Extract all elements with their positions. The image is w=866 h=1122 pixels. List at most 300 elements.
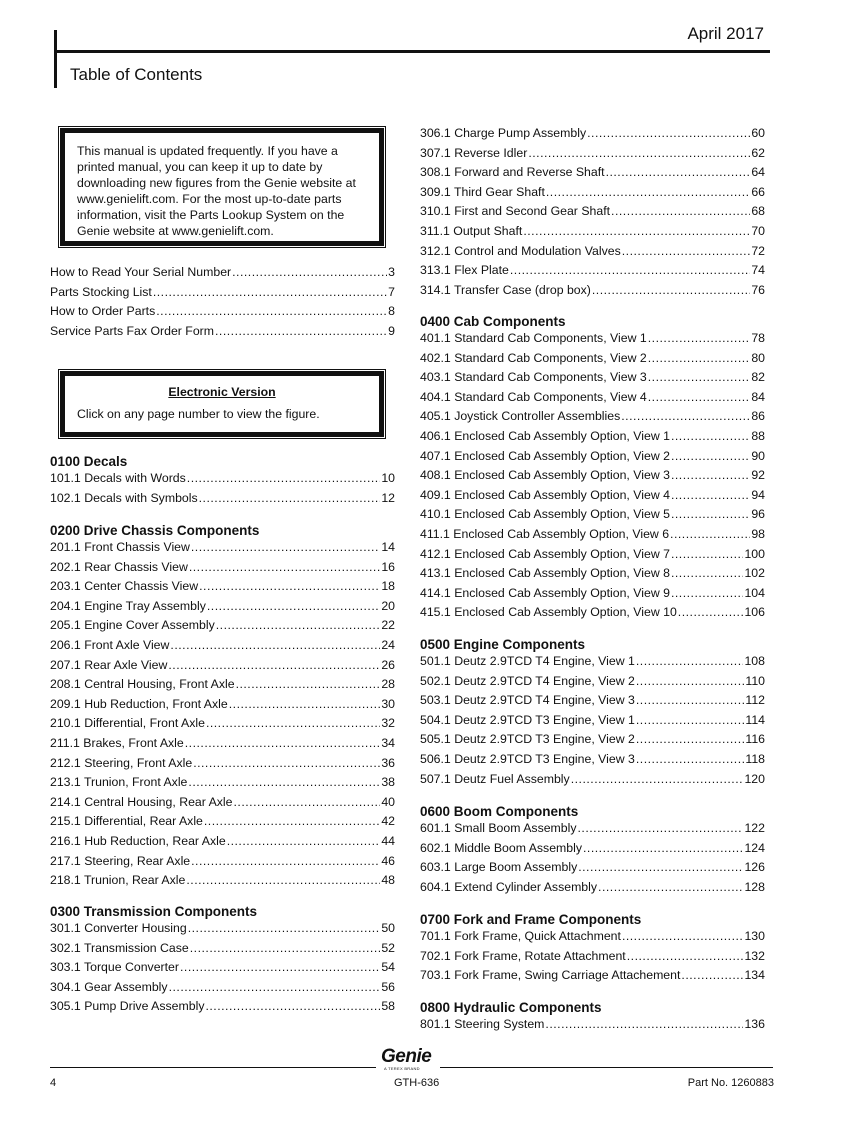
page-number-link[interactable]: 58 xyxy=(381,999,395,1014)
toc-entry-label: 502.1 Deutz 2.9TCD T4 Engine, View 2 xyxy=(420,673,635,688)
toc-entry[interactable] xyxy=(50,695,395,713)
toc-entry-label: 304.1 Gear Assembly xyxy=(50,979,168,994)
dot-leader xyxy=(648,368,751,386)
toc-entry[interactable] xyxy=(420,466,765,484)
toc-entry-label: 701.1 Fork Frame, Quick Attachment xyxy=(420,929,621,943)
toc-entry-label: 218.1 Trunion, Rear Axle xyxy=(50,873,186,888)
toc-entry-label: 406.1 Enclosed Cab Assembly Option, View 1 xyxy=(420,429,670,443)
page-number-link[interactable]: 7 xyxy=(388,284,395,299)
page-number-link[interactable]: 78 xyxy=(751,331,765,345)
dot-leader xyxy=(510,261,750,279)
notice-line: printed manual, you can keep it up to date by xyxy=(77,160,323,174)
toc-entry[interactable] xyxy=(420,750,765,768)
toc-entry[interactable] xyxy=(50,558,395,576)
toc-entry[interactable] xyxy=(420,603,765,621)
toc-entry-label: 405.1 Joystick Controller Assemblies xyxy=(420,409,621,424)
page-number-link[interactable]: 68 xyxy=(751,204,765,219)
toc-entry[interactable] xyxy=(50,538,395,556)
page-number-link[interactable]: 28 xyxy=(381,677,395,692)
toc-entry-label: 206.1 Front Axle View xyxy=(50,638,170,652)
dot-leader xyxy=(191,852,380,870)
toc-entry-label: 503.1 Deutz 2.9TCD T4 Engine, View 3 xyxy=(420,693,635,708)
toc-entry[interactable] xyxy=(420,183,765,201)
section-heading: 0800 Hydraulic Components xyxy=(420,1000,602,1015)
page-number-link[interactable]: 44 xyxy=(381,834,395,848)
toc-entry-label: 205.1 Engine Cover Assembly xyxy=(50,618,215,633)
page-number-link[interactable]: 9 xyxy=(388,324,395,338)
toc-entry[interactable] xyxy=(420,691,765,709)
page-number-link[interactable]: 124 xyxy=(744,840,765,855)
page-number-link[interactable]: 30 xyxy=(381,696,395,711)
toc-entry[interactable] xyxy=(50,812,395,830)
toc-entry[interactable] xyxy=(50,489,395,507)
page-number-link[interactable]: 134 xyxy=(744,968,765,983)
page-number-link[interactable]: 116 xyxy=(745,732,765,747)
dot-leader xyxy=(216,616,381,634)
toc-entry[interactable] xyxy=(420,202,765,220)
dot-leader xyxy=(648,388,751,406)
toc-entry-label: 303.1 Torque Converter xyxy=(50,960,179,975)
dot-leader xyxy=(636,691,745,709)
dot-leader xyxy=(199,577,380,595)
section-heading: 0100 Decals xyxy=(50,454,128,469)
dot-leader xyxy=(188,919,381,937)
header-horizontal-rule xyxy=(54,50,770,53)
page-number-link[interactable]: 60 xyxy=(751,126,765,140)
section-heading: 0400 Cab Components xyxy=(420,314,566,329)
page-number-link[interactable]: 52 xyxy=(381,940,395,955)
dot-leader xyxy=(234,793,381,811)
toc-entry-label: 212.1 Steering, Front Axle xyxy=(50,755,193,770)
toc-entry-label: 213.1 Trunion, Front Axle xyxy=(50,775,188,790)
update-notice-box xyxy=(60,128,384,246)
page-number-link[interactable]: 76 xyxy=(751,282,765,297)
front-link[interactable] xyxy=(50,263,395,281)
dot-leader xyxy=(156,302,387,320)
dot-leader xyxy=(170,636,380,654)
toc-entry-label: 601.1 Small Boom Assembly xyxy=(420,821,577,835)
toc-entry[interactable] xyxy=(420,839,765,857)
toc-entry-label: 301.1 Converter Housing xyxy=(50,921,187,935)
toc-entry-label: 507.1 Deutz Fuel Assembly xyxy=(420,771,570,786)
toc-entry-label: 214.1 Central Housing, Rear Axle xyxy=(50,794,233,809)
toc-entry[interactable] xyxy=(50,597,395,615)
toc-entry[interactable] xyxy=(50,978,395,996)
toc-entry[interactable] xyxy=(50,656,395,674)
page-number-link[interactable]: 40 xyxy=(381,794,395,809)
toc-entry[interactable] xyxy=(420,242,765,260)
page-number-link[interactable]: 122 xyxy=(744,821,765,835)
toc-entry-label: 102.1 Decals with Symbols xyxy=(50,490,198,505)
dot-leader xyxy=(621,407,750,425)
electronic-version-title: Electronic Version xyxy=(168,385,276,399)
dot-leader xyxy=(528,144,750,162)
dot-leader xyxy=(229,695,381,713)
dot-leader xyxy=(180,958,380,976)
toc-entry-label: 401.1 Standard Cab Components, View 1 xyxy=(420,331,647,345)
toc-entry[interactable] xyxy=(50,773,395,791)
page-number-link[interactable]: 110 xyxy=(745,673,765,688)
genie-logo-tagline: A TEREX BRAND xyxy=(384,1066,420,1071)
toc-entry[interactable] xyxy=(420,564,765,582)
dot-leader xyxy=(670,525,750,543)
toc-entry[interactable] xyxy=(50,734,395,752)
toc-entry-label: 408.1 Enclosed Cab Assembly Option, View 3 xyxy=(420,468,670,483)
toc-entry[interactable] xyxy=(420,388,765,406)
front-link-label: Parts Stocking List xyxy=(50,284,152,299)
page-number-link[interactable]: 88 xyxy=(751,429,765,443)
page-number-link[interactable]: 50 xyxy=(381,921,395,935)
page-number-link[interactable]: 132 xyxy=(744,948,765,963)
header-vertical-rule xyxy=(54,30,57,88)
toc-entry-label: 208.1 Central Housing, Front Axle xyxy=(50,677,235,692)
notice-line: This manual is updated frequently. If you have a xyxy=(77,144,338,158)
toc-entry-label: 602.1 Middle Boom Assembly xyxy=(420,840,582,855)
publication-date: April 2017 xyxy=(687,24,764,43)
toc-entry[interactable] xyxy=(420,486,765,504)
dot-leader xyxy=(188,773,380,791)
genie-logo: Genie xyxy=(381,1046,432,1067)
notice-line: www.genielift.com. For the most up-to-date parts xyxy=(77,192,342,206)
dot-leader xyxy=(204,812,380,830)
page-number-link[interactable]: 108 xyxy=(744,654,765,668)
page-number-link[interactable]: 36 xyxy=(381,755,395,770)
page-number-link[interactable]: 102 xyxy=(744,566,765,581)
page-number-link[interactable]: 90 xyxy=(751,448,765,463)
toc-entry[interactable] xyxy=(420,222,765,240)
toc-entry[interactable] xyxy=(50,577,395,595)
toc-entry[interactable] xyxy=(420,652,765,670)
toc-entry[interactable] xyxy=(50,832,395,850)
page-number-link[interactable]: 62 xyxy=(751,145,765,160)
toc-entry-label: 314.1 Transfer Case (drop box) xyxy=(420,282,591,297)
toc-entry[interactable] xyxy=(50,958,395,976)
toc-entry-label: 309.1 Third Gear Shaft xyxy=(420,184,545,199)
footer-part-number: Part No. 1260883 xyxy=(687,1077,774,1089)
dot-leader xyxy=(227,832,381,850)
dot-leader xyxy=(232,263,387,281)
toc-entry[interactable] xyxy=(420,329,765,347)
dot-leader xyxy=(678,603,744,621)
toc-entry-label: 215.1 Differential, Rear Axle xyxy=(50,814,203,829)
dot-leader xyxy=(671,545,744,563)
toc-entry-label: 207.1 Rear Axle View xyxy=(50,657,168,672)
toc-entry-label: 412.1 Enclosed Cab Assembly Option, View 7 xyxy=(420,546,670,561)
dot-leader xyxy=(611,202,750,220)
dot-leader xyxy=(236,675,381,693)
section-heading: 0300 Transmission Components xyxy=(50,904,258,919)
toc-entry-label: 407.1 Enclosed Cab Assembly Option, View 2 xyxy=(420,448,670,463)
toc-entry[interactable] xyxy=(420,525,765,543)
page-number-link[interactable]: 98 xyxy=(751,527,765,541)
electronic-version-text: Click on any page number to view the figure. xyxy=(77,407,320,421)
page-number-link[interactable]: 130 xyxy=(744,929,765,943)
toc-entry-label: 312.1 Control and Modulation Valves xyxy=(420,243,621,258)
toc-entry[interactable] xyxy=(420,966,765,984)
dot-leader xyxy=(671,447,750,465)
page-number-link[interactable]: 94 xyxy=(751,487,765,502)
section-heading: 0500 Engine Components xyxy=(420,637,586,652)
toc-entry[interactable] xyxy=(420,281,765,299)
toc-entry[interactable] xyxy=(420,819,765,837)
toc-entry[interactable] xyxy=(420,368,765,386)
page-number-link[interactable]: 126 xyxy=(744,860,765,875)
page-number-link[interactable]: 48 xyxy=(381,873,395,888)
front-link[interactable] xyxy=(50,322,395,340)
dot-leader xyxy=(190,939,381,957)
footer-model: GTH-636 xyxy=(394,1077,440,1089)
dot-leader xyxy=(671,584,744,602)
page-number-link[interactable]: 66 xyxy=(751,184,765,199)
toc-entry[interactable] xyxy=(420,163,765,181)
toc-entry[interactable] xyxy=(420,770,765,788)
dot-leader xyxy=(187,469,381,487)
toc-entry[interactable] xyxy=(50,871,395,889)
dot-leader xyxy=(622,927,744,945)
toc-entry[interactable] xyxy=(420,1015,765,1033)
toc-entry[interactable] xyxy=(420,730,765,748)
page-number-link[interactable]: 128 xyxy=(744,879,765,894)
toc-entry[interactable] xyxy=(420,878,765,896)
page-number-link[interactable]: 112 xyxy=(745,693,765,708)
dot-leader xyxy=(648,329,751,347)
toc-entry-label: 313.1 Flex Plate xyxy=(420,263,509,278)
dot-leader xyxy=(578,819,744,837)
toc-entry[interactable] xyxy=(420,672,765,690)
toc-entry-label: 801.1 Steering System xyxy=(420,1017,545,1031)
toc-entry-label: 311.1 Output Shaft xyxy=(420,224,523,238)
page-number-link[interactable]: 16 xyxy=(381,559,395,574)
dot-leader xyxy=(186,871,380,889)
toc-entry[interactable] xyxy=(420,858,765,876)
toc-entry[interactable] xyxy=(50,714,395,732)
toc-entry[interactable] xyxy=(420,927,765,945)
toc-entry-label: 210.1 Differential, Front Axle xyxy=(50,716,205,731)
page-number-link[interactable]: 18 xyxy=(381,579,395,594)
toc-entry-label: 501.1 Deutz 2.9TCD T4 Engine, View 1 xyxy=(420,654,635,668)
dot-leader xyxy=(636,711,745,729)
front-link-label: How to Read Your Serial Number xyxy=(50,265,232,279)
page-number-link[interactable]: 114 xyxy=(745,712,765,727)
page-number-link[interactable]: 46 xyxy=(381,853,395,868)
toc-entry[interactable] xyxy=(420,447,765,465)
toc-entry-label: 202.1 Rear Chassis View xyxy=(50,559,188,574)
notice-line: information, visit the Parts Lookup System on the xyxy=(77,208,345,222)
toc-entry-label: 703.1 Fork Frame, Swing Carriage Attachement xyxy=(420,968,681,983)
front-link-label: Service Parts Fax Order Form xyxy=(50,324,214,338)
front-link[interactable] xyxy=(50,302,395,320)
dot-leader xyxy=(523,222,750,240)
page-number-link[interactable]: 136 xyxy=(744,1017,765,1031)
toc-entry-label: 414.1 Enclosed Cab Assembly Option, View 9 xyxy=(420,585,670,600)
dot-leader xyxy=(153,283,387,301)
dot-leader xyxy=(636,672,745,690)
toc-entry-label: 505.1 Deutz 2.9TCD T3 Engine, View 2 xyxy=(420,732,635,747)
page-number-link[interactable]: 12 xyxy=(381,490,395,505)
toc-entry[interactable] xyxy=(50,636,395,654)
toc-entry[interactable] xyxy=(420,584,765,602)
toc-entry-label: 504.1 Deutz 2.9TCD T3 Engine, View 1 xyxy=(420,712,635,727)
footer-rule-right xyxy=(440,1067,773,1068)
toc-entry[interactable] xyxy=(420,505,765,523)
toc-entry[interactable] xyxy=(50,939,395,957)
toc-entry-label: 411.1 Enclosed Cab Assembly Option, View 6 xyxy=(420,527,670,541)
dot-leader xyxy=(168,656,380,674)
page-number-link[interactable]: 84 xyxy=(751,389,765,404)
dot-leader xyxy=(636,730,745,748)
dot-leader xyxy=(671,486,750,504)
page-number-link[interactable]: 82 xyxy=(751,370,765,385)
notice-line: Genie website at www.genielift.com. xyxy=(77,224,274,238)
dot-leader xyxy=(681,966,743,984)
toc-entry[interactable] xyxy=(420,711,765,729)
page-number-link[interactable]: 100 xyxy=(744,546,765,561)
dot-leader xyxy=(671,427,750,445)
toc-entry-label: 404.1 Standard Cab Components, View 4 xyxy=(420,389,647,404)
toc-entry[interactable] xyxy=(420,545,765,563)
page-number-link[interactable]: 118 xyxy=(745,752,765,766)
front-link-label: How to Order Parts xyxy=(50,304,156,318)
toc-entry[interactable] xyxy=(50,675,395,693)
dot-leader xyxy=(671,505,750,523)
page-number-link[interactable]: 10 xyxy=(381,471,395,485)
dot-leader xyxy=(671,466,750,484)
dot-leader xyxy=(193,754,380,772)
dot-leader xyxy=(671,564,744,582)
page-number-link[interactable]: 96 xyxy=(751,507,765,522)
toc-entry-label: 409.1 Enclosed Cab Assembly Option, View 4 xyxy=(420,487,670,502)
page-number-link[interactable]: 54 xyxy=(381,960,395,975)
dot-leader xyxy=(592,281,750,299)
toc-entry[interactable] xyxy=(50,469,395,487)
dot-leader xyxy=(571,770,744,788)
dot-leader xyxy=(205,997,380,1015)
toc-entry[interactable] xyxy=(420,124,765,142)
footer-page-number: 4 xyxy=(50,1077,57,1089)
page-number-link[interactable]: 74 xyxy=(751,263,765,278)
toc-entry-label: 216.1 Hub Reduction, Rear Axle xyxy=(50,834,226,848)
toc-entry-label: 306.1 Charge Pump Assembly xyxy=(420,126,587,140)
dot-leader xyxy=(627,947,744,965)
dot-leader xyxy=(546,183,750,201)
page-number-link[interactable]: 120 xyxy=(744,771,765,786)
toc-entry-label: 203.1 Center Chassis View xyxy=(50,579,199,594)
toc-entry-label: 604.1 Extend Cylinder Assembly xyxy=(420,879,598,894)
page-number-link[interactable]: 32 xyxy=(381,716,395,731)
dot-leader xyxy=(199,489,381,507)
toc-entry-label: 308.1 Forward and Reverse Shaft xyxy=(420,165,605,180)
dot-leader xyxy=(636,652,744,670)
toc-entry[interactable] xyxy=(50,919,395,937)
page-number-link[interactable]: 38 xyxy=(381,775,395,790)
page-number-link[interactable]: 92 xyxy=(751,468,765,483)
toc-entry-label: 305.1 Pump Drive Assembly xyxy=(50,999,205,1014)
toc-entry-label: 204.1 Engine Tray Assembly xyxy=(50,598,206,613)
update-notice-text xyxy=(77,143,373,239)
toc-entry-label: 209.1 Hub Reduction, Front Axle xyxy=(50,696,228,711)
toc-entry[interactable] xyxy=(50,997,395,1015)
electronic-version-box xyxy=(60,371,384,437)
toc-entry[interactable] xyxy=(420,427,765,445)
page-number-link[interactable]: 42 xyxy=(381,814,395,829)
footer-rule-left xyxy=(50,1067,376,1068)
toc-entry-label: 302.1 Transmission Case xyxy=(50,940,189,955)
toc-entry[interactable] xyxy=(50,754,395,772)
dot-leader xyxy=(215,322,387,340)
toc-entry-label: 410.1 Enclosed Cab Assembly Option, View 5 xyxy=(420,507,670,522)
toc-entry[interactable] xyxy=(420,947,765,965)
section-heading: 0700 Fork and Frame Components xyxy=(420,912,642,927)
toc-entry-label: 101.1 Decals with Words xyxy=(50,471,186,485)
page-number-link[interactable]: 22 xyxy=(381,618,395,633)
toc-entry-label: 402.1 Standard Cab Components, View 2 xyxy=(420,350,647,365)
toc-entry-label: 307.1 Reverse Idler xyxy=(420,145,528,160)
dot-leader xyxy=(587,124,750,142)
page-number-link[interactable]: 8 xyxy=(388,304,395,318)
dot-leader xyxy=(622,242,751,260)
page-number-link[interactable]: 80 xyxy=(751,350,765,365)
toc-entry-label: 413.1 Enclosed Cab Assembly Option, View 8 xyxy=(420,566,670,581)
toc-entry-label: 702.1 Fork Frame, Rotate Attachment xyxy=(420,948,626,963)
toc-entry-label: 415.1 Enclosed Cab Assembly Option, View 10 xyxy=(420,605,677,620)
page-number-link[interactable]: 34 xyxy=(381,736,395,750)
page-number-link[interactable]: 3 xyxy=(388,265,395,279)
page-number-link[interactable]: 20 xyxy=(381,598,395,613)
dot-leader xyxy=(189,558,380,576)
section-heading: 0200 Drive Chassis Components xyxy=(50,523,260,538)
toc-entry-label: 211.1 Brakes, Front Axle xyxy=(50,736,184,750)
page-number-link[interactable]: 86 xyxy=(751,409,765,424)
toc-entry-label: 310.1 First and Second Gear Shaft xyxy=(420,204,611,219)
page-number-link[interactable]: 14 xyxy=(381,540,395,554)
toc-entry[interactable] xyxy=(50,616,395,634)
dot-leader xyxy=(583,839,743,857)
section-heading: 0600 Boom Components xyxy=(420,804,579,819)
page-number-link[interactable]: 64 xyxy=(751,165,765,180)
dot-leader xyxy=(206,714,380,732)
dot-leader xyxy=(606,163,751,181)
toc-entry-label: 201.1 Front Chassis View xyxy=(50,540,190,554)
dot-leader xyxy=(648,349,751,367)
toc-entry[interactable] xyxy=(420,261,765,279)
dot-leader xyxy=(207,597,380,615)
page-number-link[interactable]: 24 xyxy=(381,638,395,652)
dot-leader xyxy=(545,1015,743,1033)
toc-entry-label: 217.1 Steering, Rear Axle xyxy=(50,853,191,868)
notice-line: downloading new figures from the Genie website at xyxy=(77,176,356,190)
toc-entry[interactable] xyxy=(420,349,765,367)
toc-entry[interactable] xyxy=(420,407,765,425)
toc-entry-label: 506.1 Deutz 2.9TCD T3 Engine, View 3 xyxy=(420,752,635,766)
toc-entry[interactable] xyxy=(50,793,395,811)
page-number-link[interactable]: 72 xyxy=(751,243,765,258)
page-number-link[interactable]: 26 xyxy=(381,657,395,672)
dot-leader xyxy=(191,538,380,556)
toc-entry[interactable] xyxy=(420,144,765,162)
page-number-link[interactable]: 104 xyxy=(744,585,765,600)
dot-leader xyxy=(185,734,381,752)
page-number-link[interactable]: 70 xyxy=(751,224,765,238)
page-number-link[interactable]: 106 xyxy=(744,605,765,620)
page-number-link[interactable]: 56 xyxy=(381,979,395,994)
toc-entry[interactable] xyxy=(50,852,395,870)
dot-leader xyxy=(578,858,743,876)
dot-leader xyxy=(169,978,381,996)
page-title: Table of Contents xyxy=(70,65,203,84)
toc-entry-label: 403.1 Standard Cab Components, View 3 xyxy=(420,370,647,385)
dot-leader xyxy=(636,750,745,768)
front-link[interactable] xyxy=(50,283,395,301)
